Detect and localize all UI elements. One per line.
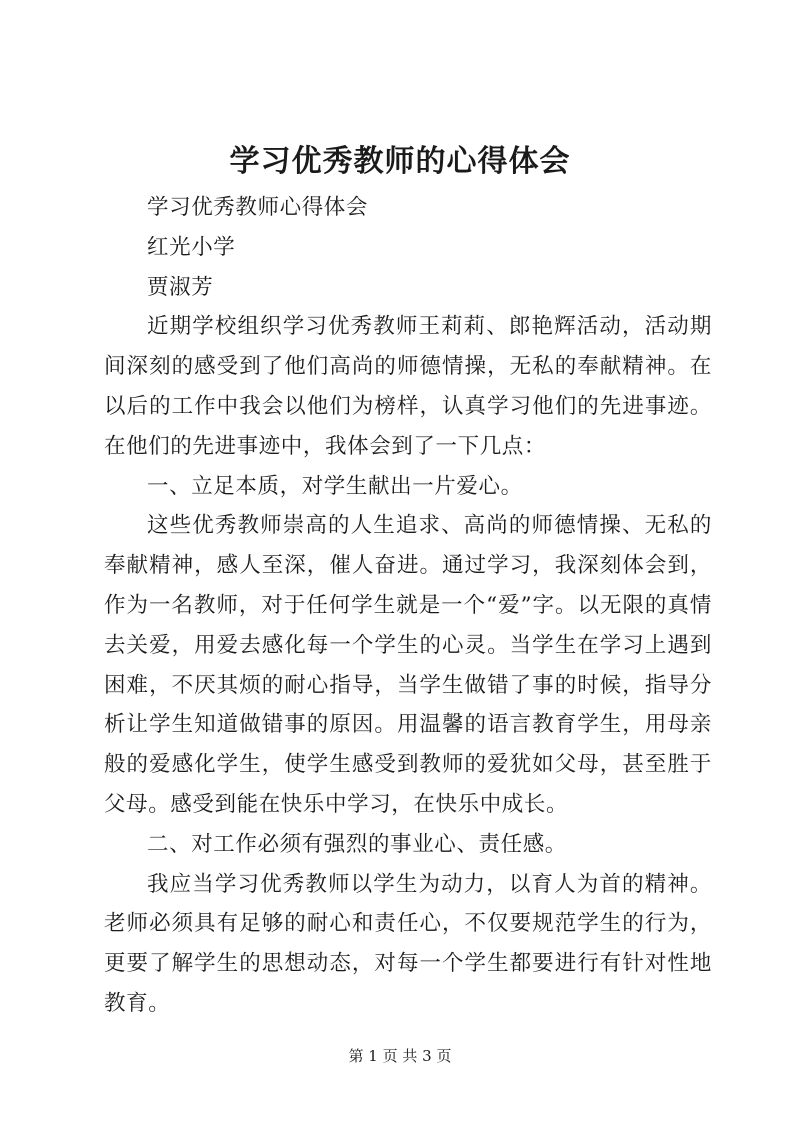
document-body <box>104 188 712 1024</box>
section-1-paragraph: 这些优秀教师崇高的人生追求、高尚的师德情操、无私的奉献精神，感人至深，催人奋进。通过学习，我深刻体会到，作为一名教师，对于任何学生就是一个“爱”字。以无限的真情去关爱，用爱去感化每一个学生的心灵。当学生在学习上遇到困难，不厌其烦的耐心指导，当学生做错了事的时候，指导分析让学生知道做错事的原因。用温馨的语言教育学生，用母亲般的爱感化学生，使学生感受到教师的爱犹如父母，甚至胜于父母。感受到能在快乐中学习，在快乐中成长。 <box>104 513 712 817</box>
section-heading-2: 二、对工作必须有强烈的事业心、责任感。 <box>147 831 567 857</box>
section-heading-1: 一、立足本质，对学生献出一片爱心。 <box>147 473 523 499</box>
author-line: 贾淑芳 <box>147 274 214 300</box>
page-footer: 第 1 页 共 3 页 <box>348 1047 452 1065</box>
school-line: 红光小学 <box>147 234 236 260</box>
section-2-paragraph: 我应当学习优秀教师以学生为动力，以育人为首的精神。老师必须具有足够的耐心和责任心，不仅要规范学生的行为，更要了解学生的思想动态，对每一个学生都要进行有针对性地教育。 <box>104 871 712 1016</box>
intro-paragraph: 近期学校组织学习优秀教师王莉莉、郎艳辉活动，活动期间深刻的感受到了他们高尚的师德情操，无私的奉献精神。在以后的工作中我会以他们为榜样，认真学习他们的先进事迹。在他们的先进事迹中，我体会到了一下几点： <box>104 314 712 459</box>
subtitle-line: 学习优秀教师心得体会 <box>147 195 369 220</box>
document-title: 学习优秀教师的心得体会 <box>229 144 571 179</box>
